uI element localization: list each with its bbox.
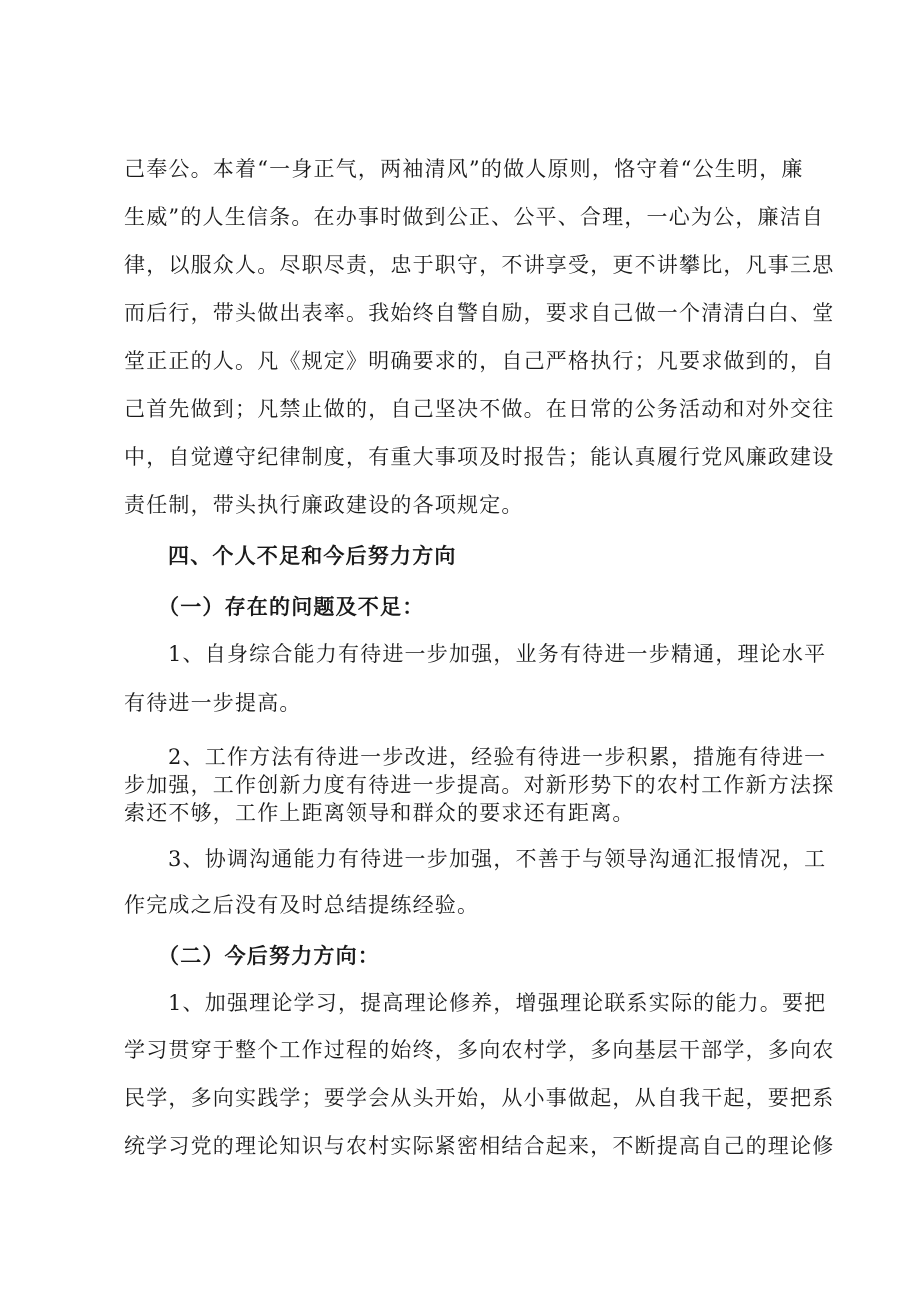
paragraph-line: 律，以服众人。尽职尽责，忠于职守，不讲享受，更不讲攀比，凡事三思 bbox=[124, 253, 835, 277]
paragraph-line: 1、加强理论学习，提高理论修养，增强理论联系实际的能力。要把 bbox=[168, 991, 827, 1015]
paragraph-line: 有待进一步提高。 bbox=[124, 691, 302, 715]
paragraph-line: 中，自觉遵守纪律制度，有重大事项及时报告；能认真履行党风廉政建设 bbox=[124, 445, 835, 469]
paragraph-line: 统学习党的理论知识与农村实际紧密相结合起来，不断提高自己的理论修 bbox=[124, 1134, 835, 1158]
subsection-heading: （二）今后努力方向： bbox=[158, 943, 380, 968]
paragraph-line: 民学，多向实践学；要学会从头开始，从小事做起，从自我干起，要把系 bbox=[124, 1086, 835, 1110]
paragraph-line: 生威”的人生信条。在办事时做到公正、公平、合理，一心为公，廉洁自 bbox=[124, 205, 825, 229]
paragraph-line: 己首先做到；凡禁止做的，自己坚决不做。在日常的公务活动和对外交往 bbox=[124, 397, 835, 421]
paragraph-line: 2、工作方法有待进一步改进，经验有待进一步积累，措施有待进一 bbox=[168, 745, 827, 769]
paragraph-line: 索还不够，工作上距离领导和群众的要求还有距离。 bbox=[124, 801, 635, 825]
section-heading: 四、个人不足和今后努力方向 bbox=[168, 543, 457, 568]
subsection-heading: （一）存在的问题及不足： bbox=[158, 594, 425, 619]
paragraph-line: 步加强，工作创新力度有待进一步提高。对新形势下的农村工作新方法探 bbox=[124, 773, 835, 797]
paragraph-line: 学习贯穿于整个工作过程的始终，多向农村学，多向基层干部学，多向农 bbox=[124, 1038, 835, 1062]
paragraph-line: 己奉公。本着“一身正气，两袖清风”的做人原则，恪守着“公生明，廉 bbox=[124, 157, 804, 181]
paragraph-line: 而后行，带头做出表率。我始终自警自励，要求自己做一个清清白白、堂 bbox=[124, 301, 835, 325]
paragraph-line: 堂正正的人。凡《规定》明确要求的，自己严格执行；凡要求做到的，自 bbox=[124, 349, 835, 373]
paragraph-line: 3、协调沟通能力有待进一步加强，不善于与领导沟通汇报情况，工 bbox=[168, 847, 827, 871]
paragraph-line: 责任制，带头执行廉政建设的各项规定。 bbox=[124, 493, 524, 517]
paragraph-line: 1、自身综合能力有待进一步加强，业务有待进一步精通，理论水平 bbox=[168, 642, 827, 666]
paragraph-line: 作完成之后没有及时总结提练经验。 bbox=[124, 893, 480, 917]
